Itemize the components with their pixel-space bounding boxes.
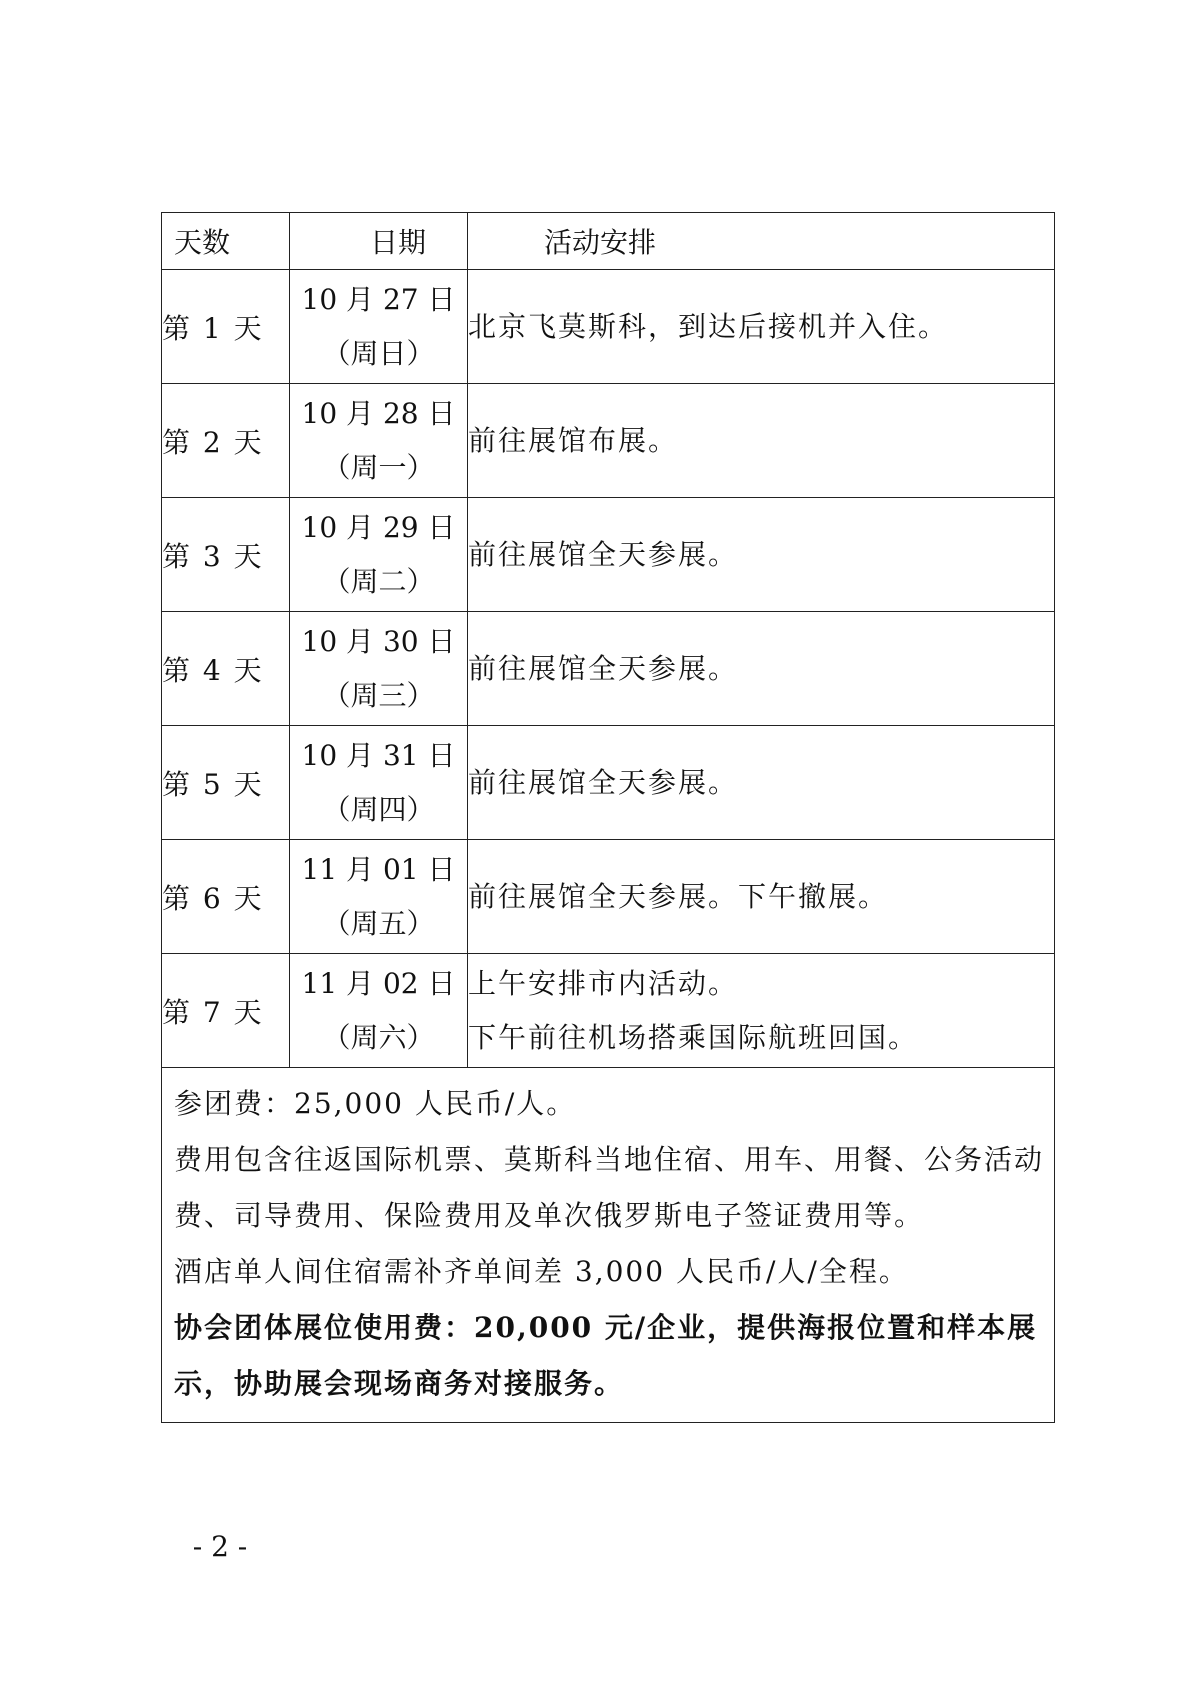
notes-cell xyxy=(162,1068,1055,1423)
activity-cell xyxy=(468,612,1055,726)
day-cell: 第 1 天 xyxy=(162,270,290,384)
weekday-text: （周一） xyxy=(322,450,435,484)
date-cell xyxy=(290,954,468,1068)
day-cell: 第 6 天 xyxy=(162,840,290,954)
activity-cell xyxy=(468,384,1055,498)
header-date: 日期 xyxy=(290,213,468,270)
day-cell: 第 5 天 xyxy=(162,726,290,840)
activity-text: 前往展馆全天参展。下午撤展。 xyxy=(468,879,889,913)
date-text: 10 月 29 日 xyxy=(301,510,456,544)
activity-text: 上午安排市内活动。 xyxy=(468,966,739,1000)
header-day: 天数 xyxy=(162,213,290,270)
table-header-row xyxy=(162,213,1055,270)
weekday-text: （周三） xyxy=(322,678,435,712)
date-cell xyxy=(290,840,468,954)
date-text: 10 月 27 日 xyxy=(301,282,456,316)
weekday-text: （周二） xyxy=(322,564,435,598)
table-row xyxy=(162,726,1055,840)
date-cell xyxy=(290,270,468,384)
booth-fee-note: 协会团体展位使用费：20,000 元/企业，提供海报位置和样本展示，协助展会现场商务对接服务。 xyxy=(174,1311,1038,1400)
activity-cell xyxy=(468,270,1055,384)
day-cell: 第 2 天 xyxy=(162,384,290,498)
activity-text: 前往展馆布展。 xyxy=(468,423,679,457)
notes-row xyxy=(162,1068,1055,1423)
activity-text: 前往展馆全天参展。 xyxy=(468,651,739,685)
weekday-text: （周四） xyxy=(322,792,435,826)
table-row xyxy=(162,270,1055,384)
table-row xyxy=(162,840,1055,954)
activity-text: 北京飞莫斯科，到达后接机并入住。 xyxy=(468,309,949,343)
table-row xyxy=(162,954,1055,1068)
date-cell xyxy=(290,726,468,840)
activity-text: 前往展馆全天参展。 xyxy=(468,537,739,571)
day-cell: 第 7 天 xyxy=(162,954,290,1068)
date-cell xyxy=(290,498,468,612)
date-text: 10 月 31 日 xyxy=(301,738,456,772)
activity-cell xyxy=(468,840,1055,954)
date-text: 11 月 02 日 xyxy=(301,966,456,1000)
page-number: - 2 - xyxy=(192,1530,248,1563)
activity-cell xyxy=(468,954,1055,1068)
day-cell: 第 4 天 xyxy=(162,612,290,726)
weekday-text: （周六） xyxy=(322,1020,435,1054)
date-text: 10 月 30 日 xyxy=(301,624,456,658)
date-text: 11 月 01 日 xyxy=(301,852,456,886)
fee-inclusion-note: 费用包含往返国际机票、莫斯科当地住宿、用车、用餐、公务活动费、司导费用、保险费用及单次俄罗斯电子签证费用等。 xyxy=(174,1143,1045,1232)
table-row xyxy=(162,384,1055,498)
header-activities: 活动安排 xyxy=(468,213,1055,270)
fee-note: 参团费：25,000 人民币/人。 xyxy=(174,1087,577,1120)
activity-cell xyxy=(468,726,1055,840)
itinerary-table xyxy=(161,212,1055,1423)
date-cell xyxy=(290,384,468,498)
table-row xyxy=(162,498,1055,612)
day-cell: 第 3 天 xyxy=(162,498,290,612)
activity-text: 前往展馆全天参展。 xyxy=(468,765,739,799)
table-row xyxy=(162,612,1055,726)
activity-text: 下午前往机场搭乘国际航班回国。 xyxy=(468,1020,919,1054)
weekday-text: （周五） xyxy=(322,906,435,940)
weekday-text: （周日） xyxy=(322,336,435,370)
date-text: 10 月 28 日 xyxy=(301,396,456,430)
single-room-note: 酒店单人间住宿需补齐单间差 3,000 人民币/人/全程。 xyxy=(174,1255,909,1288)
date-cell xyxy=(290,612,468,726)
activity-cell xyxy=(468,498,1055,612)
